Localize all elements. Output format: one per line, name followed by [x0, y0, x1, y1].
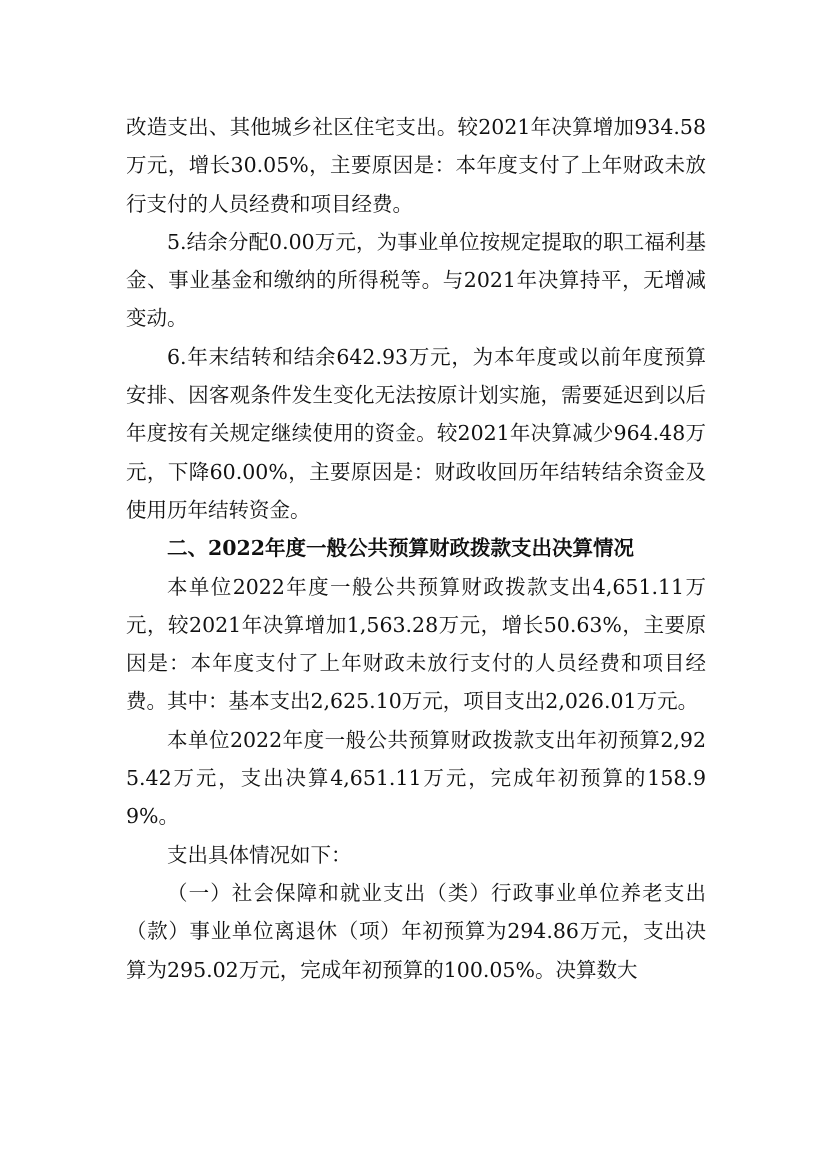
paragraph-continuation: 改造支出、其他城乡社区住宅支出。较2021年决算增加934.58万元，增长30.05%，主要原因是：本年度支付了上年财政未放行支付的人员经费和项目经费。 — [126, 115, 706, 216]
paragraph-expenditure-total: 本单位2022年度一般公共预算财政拨款支出4,651.11万元，较2021年决算增加1,563.28万元，增长50.63%，主要原因是：本年度支付了上年财政未放行支付的人员经费和项目经费。其中：基本支出2,625.10万元，项目支出2,026.01万元。 — [126, 574, 706, 714]
paragraph-details-intro: 支出具体情况如下： — [167, 842, 352, 867]
paragraph-budget-completion: 本单位2022年度一般公共预算财政拨款支出年初预算2,925.42万元，支出决算4,651.11万元，完成年初预算的158.99%。 — [126, 727, 706, 829]
paragraph-surplus-distribution: 5.结余分配0.00万元，为事业单位按规定提取的职工福利基金、事业基金和缴纳的所得税等。与2021年决算持平，无增减变动。 — [126, 229, 706, 331]
paragraph-social-security: （一）社会保障和就业支出（类）行政事业单位养老支出（款）事业单位离退休（项）年初预算为294.86万元，支出决算为295.02万元，完成年初预算的100.05%。决算数大 — [126, 880, 706, 982]
document-body — [126, 108, 706, 989]
paragraph-year-end-carryover: 6.年末结转和结余642.93万元，为本年度或以前年度预算安排、因客观条件发生变化无法按原计划实施，需要延迟到以后年度按有关规定继续使用的资金。较2021年决算减少964.48万元，下降60.00%，主要原因是：财政收回历年结转结余资金及使用历年结转资金。 — [126, 344, 706, 522]
section-heading: 二、2022年度一般公共预算财政拨款支出决算情况 — [167, 536, 635, 561]
